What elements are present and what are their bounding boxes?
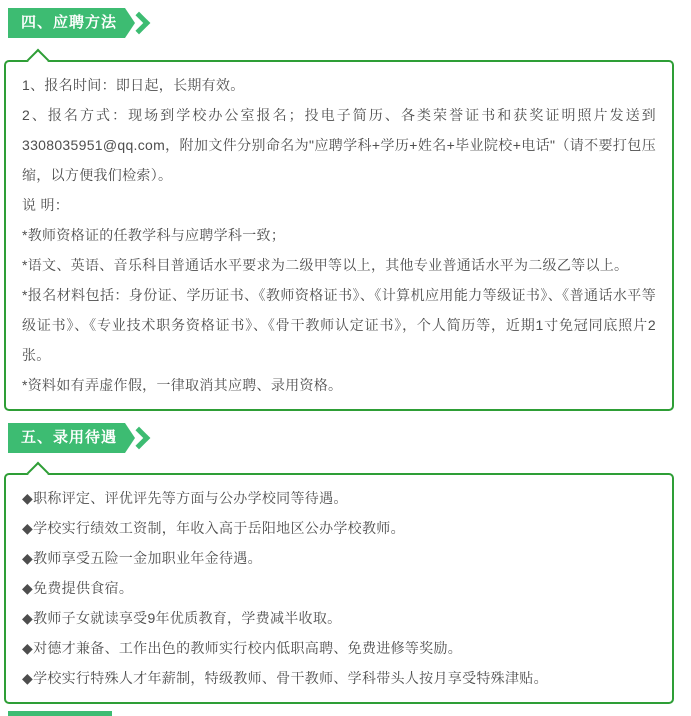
paragraph-signup-method: 2、报名方式：现场到学校办公室报名；投电子简历、各类荣誉证书和获奖证明照片发送到3308035951@qq.com，附加文件分别命名为"应聘学科+学历+姓名+毕业院校+电话"（请不要打包压缩，以方便我们检索）。 [22, 107, 656, 183]
box-notch-icon [27, 462, 50, 485]
paragraph-note-mandarin: *语文、英语、音乐科目普通话水平要求为二级甲等以上，其他专业普通话水平为二级乙等以上。 [22, 257, 629, 273]
benefit-promotion: ◆对德才兼备、工作出色的教师实行校内低职高聘、免费进修等奖励。 [22, 640, 463, 656]
benefit-special-talent: ◆学校实行特殊人才年薪制，特级教师、骨干教师、学科带头人按月享受特殊津贴。 [22, 670, 548, 686]
box-notch-icon [27, 49, 50, 72]
benefit-children: ◆教师子女就读享受9年优质教育，学费减半收取。 [22, 610, 342, 626]
benefit-insurance: ◆教师享受五险一金加职业年金待遇。 [22, 550, 262, 566]
employment-benefits-box [4, 473, 674, 704]
paragraph-note-fraud: *资料如有弄虚作假，一律取消其应聘、录用资格。 [22, 377, 343, 393]
section-banner-label: 四、应聘方法 [8, 8, 125, 38]
application-method-box [4, 60, 674, 411]
section-banner-label: 五、录用待遇 [8, 423, 125, 453]
paragraph-notes-heading: 说 明： [22, 197, 70, 213]
benefit-salary: ◆学校实行绩效工资制，年收入高于岳阳地区公办学校教师。 [22, 520, 405, 536]
benefit-room-board: ◆免费提供食宿。 [22, 580, 134, 596]
paragraph-note-materials: *报名材料包括：身份证、学历证书、《教师资格证书》、《计算机应用能力等级证书》、《普通话水平等级证书》、《专业技术职务资格证书》、《骨干教师认定证书》，个人简历等，近期1寸免冠同底照片2张。 [22, 287, 656, 363]
section-banner-employment-benefits [8, 423, 691, 453]
section-banner-application-method [8, 8, 691, 38]
paragraph-signup-time: 1、报名时间：即日起，长期有效。 [22, 77, 245, 93]
paragraph-note-certificate: *教师资格证的任教学科与应聘学科一致； [22, 227, 286, 243]
benefit-title-evaluation: ◆职称评定、评优评先等方面与公办学校同等待遇。 [22, 490, 348, 506]
next-section-banner-partial [8, 711, 112, 716]
